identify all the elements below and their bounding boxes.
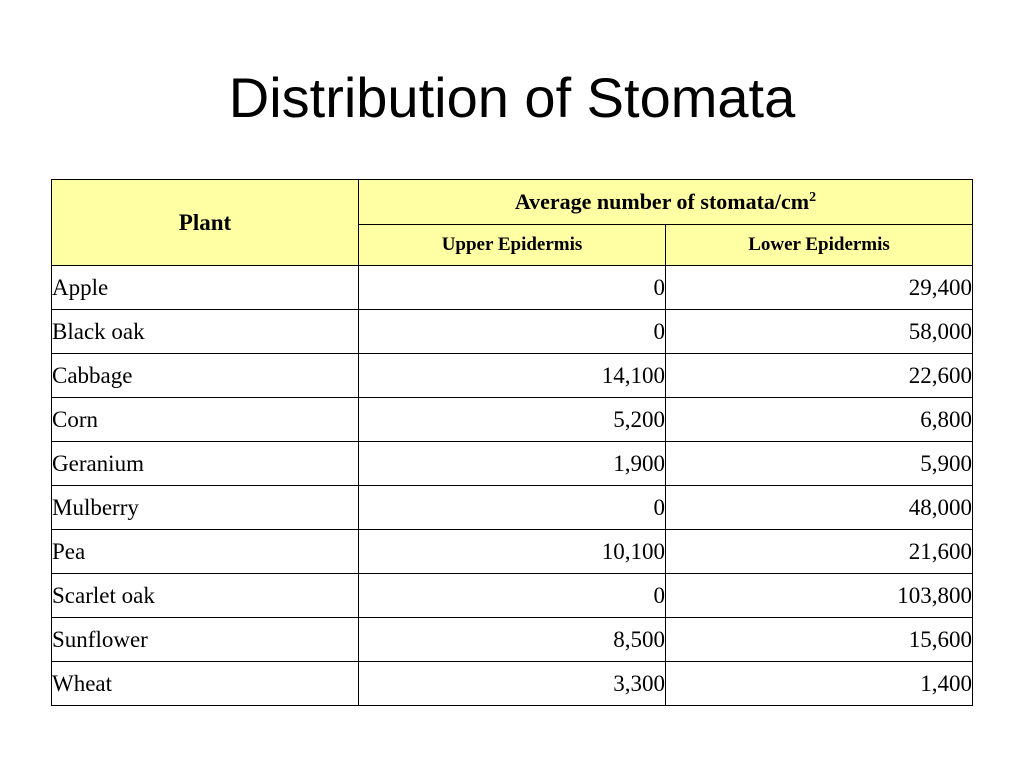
table-row (52, 662, 973, 706)
cell-upper-epidermis: 0 (359, 310, 666, 354)
header-average-text: Average number of stomata/cm (514, 189, 810, 214)
cell-upper-epidermis: 10,100 (359, 530, 666, 574)
cell-plant: Scarlet oak (52, 574, 359, 618)
cell-plant: Mulberry (52, 486, 359, 530)
cell-plant: Pea (52, 530, 359, 574)
cell-plant: Corn (52, 398, 359, 442)
table-row (52, 266, 973, 310)
cell-lower-epidermis: 1,400 (666, 662, 973, 706)
cell-upper-epidermis: 3,300 (359, 662, 666, 706)
cell-lower-epidermis: 22,600 (666, 354, 973, 398)
table-row (52, 398, 973, 442)
table-header (52, 180, 973, 266)
cell-upper-epidermis: 8,500 (359, 618, 666, 662)
cell-plant: Sunflower (52, 618, 359, 662)
cell-plant: Black oak (52, 310, 359, 354)
cell-plant: Geranium (52, 442, 359, 486)
cell-plant: Apple (52, 266, 359, 310)
cell-lower-epidermis: 29,400 (666, 266, 973, 310)
cell-lower-epidermis: 58,000 (666, 310, 973, 354)
cell-upper-epidermis: 14,100 (359, 354, 666, 398)
cell-upper-epidermis: 0 (359, 574, 666, 618)
table-row (52, 486, 973, 530)
cell-lower-epidermis: 15,600 (666, 618, 973, 662)
table-row (52, 442, 973, 486)
table-row (52, 574, 973, 618)
cell-plant: Cabbage (52, 354, 359, 398)
cell-plant: Wheat (52, 662, 359, 706)
header-average-superscript: 2 (809, 190, 817, 205)
cell-upper-epidermis: 1,900 (359, 442, 666, 486)
cell-upper-epidermis: 0 (359, 266, 666, 310)
table-body (52, 266, 973, 706)
cell-lower-epidermis: 103,800 (666, 574, 973, 618)
cell-lower-epidermis: 6,800 (666, 398, 973, 442)
cell-lower-epidermis: 48,000 (666, 486, 973, 530)
table-row (52, 618, 973, 662)
table-row (52, 354, 973, 398)
table-row (52, 530, 973, 574)
cell-upper-epidermis: 0 (359, 486, 666, 530)
cell-upper-epidermis: 5,200 (359, 398, 666, 442)
header-plant: Plant (52, 180, 359, 266)
slide-title: Distribution of Stomata (228, 66, 796, 129)
header-upper-epidermis: Upper Epidermis (359, 225, 666, 266)
stomata-table (51, 179, 973, 706)
header-lower-epidermis: Lower Epidermis (666, 225, 973, 266)
header-average-stomata (359, 180, 973, 225)
table-row (52, 310, 973, 354)
cell-lower-epidermis: 5,900 (666, 442, 973, 486)
cell-lower-epidermis: 21,600 (666, 530, 973, 574)
